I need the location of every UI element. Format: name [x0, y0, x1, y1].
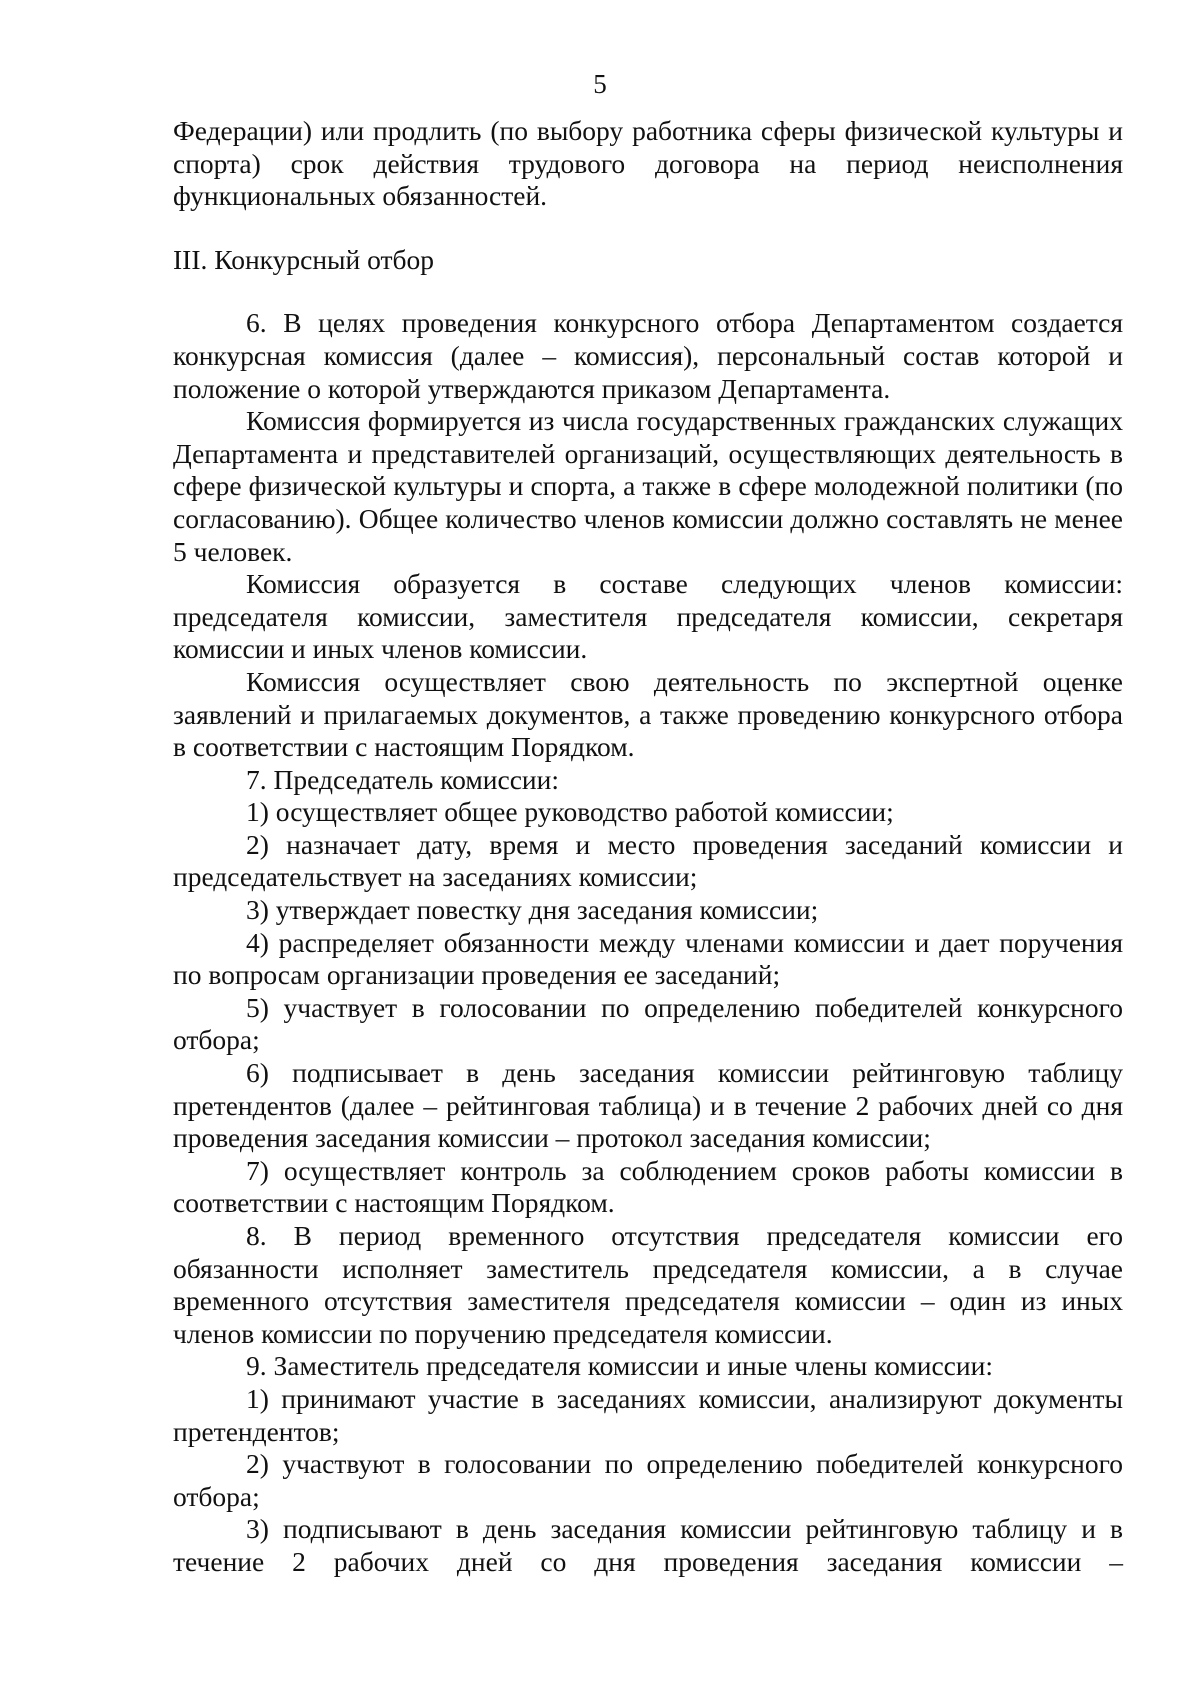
section-heading: III. Конкурсный отбор [173, 243, 435, 275]
list-item-9-3: 3) подписывают в день заседания комиссии рейтинговую таблицу и в течение 2 рабочих дней со дня проведения заседания комиссии – [173, 1513, 1123, 1577]
paragraph-6-members: Комиссия образуется в составе следующих членов комиссии: председателя комиссии, заместителя председателя комиссии, секретаря комиссии и иных членов комиссии. [173, 568, 1123, 665]
list-item-7-5: 5) участвует в голосовании по определению победителей конкурсного отбора; [173, 991, 1123, 1056]
list-item-7-1: 1) осуществляет общее руководство работой комиссии; [246, 796, 894, 828]
paragraph-8: 8. В период временного отсутствия председателя комиссии его обязанности исполняет заместитель председателя комиссии, а в случае временного отсутствия заместителя председателя комиссии – один из иных членов комиссии по поручению председателя комиссии. [173, 1220, 1123, 1349]
paragraph-6: 6. В целях проведения конкурсного отбора Департаментом создается конкурсная комиссия (далее – комиссия), персональный состав которой и положение о которой утверждаются приказом Департамента. [173, 307, 1123, 404]
list-item-7-6: 6) подписывает в день заседания комиссии рейтинговую таблицу претендентов (далее – рейтинговая таблица) и в течение 2 рабочих дней со дня проведения заседания комиссии – протокол заседания комиссии; [173, 1057, 1123, 1154]
list-item-7-4: 4) распределяет обязанности между членами комиссии и дает поручения по вопросам организации проведения ее заседаний; [173, 926, 1123, 991]
page-number: 5 [593, 69, 607, 99]
list-item-7-7: 7) осуществляет контроль за соблюдением сроков работы комиссии в соответствии с настоящим Порядком. [173, 1154, 1123, 1219]
list-item-9-2: 2) участвуют в голосовании по определению победителей конкурсного отбора; [173, 1448, 1123, 1512]
paragraph-6-activity: Комиссия осуществляет свою деятельность по экспертной оценке заявлений и прилагаемых документов, а также проведению конкурсного отбора в соответствии с настоящим Порядком. [173, 665, 1123, 763]
list-item-7-2: 2) назначает дату, время и место проведения заседаний комиссии и председательствует на заседаниях комиссии; [173, 828, 1123, 893]
paragraph-continuation: Федерации) или продлить (по выбору работника сферы физической культуры и спорта) срок действия трудового договора на период неисполнения функциональных обязанностей. [173, 115, 1123, 212]
list-item-9-1: 1) принимают участие в заседаниях комиссии, анализируют документы претендентов; [173, 1382, 1123, 1447]
paragraph-6-composition: Комиссия формируется из числа государственных гражданских служащих Департамента и представителей организаций, осуществляющих деятельность в сфере физической культуры и спорта, а также в сфере молодежной политики (по согласованию). Общее количество членов комиссии должно составлять не менее 5 человек. [173, 405, 1123, 567]
paragraph-7: 7. Председатель комиссии: [246, 763, 559, 795]
paragraph-9: 9. Заместитель председателя комиссии и иные члены комиссии: [246, 1350, 993, 1382]
list-item-7-3: 3) утверждает повестку дня заседания комиссии; [246, 894, 819, 926]
page-body [173, 115, 1123, 1579]
